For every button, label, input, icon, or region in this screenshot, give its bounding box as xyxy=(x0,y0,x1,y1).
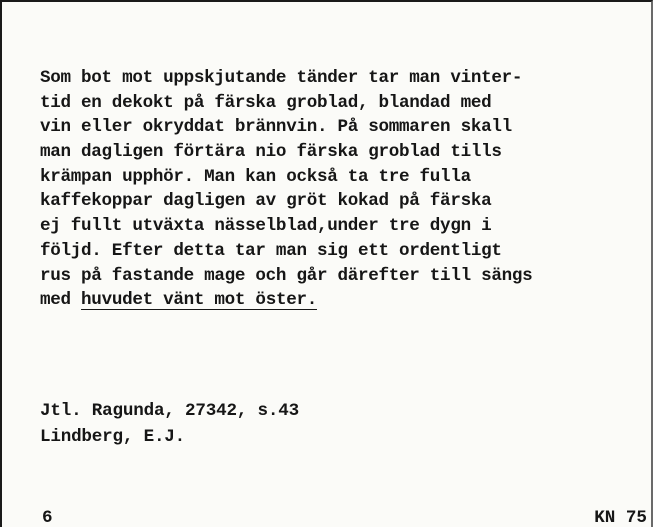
source-reference xyxy=(40,398,299,450)
text-line-9: rus på fastande mage och går därefter till sängs xyxy=(40,265,533,286)
page-number: 6 xyxy=(42,508,53,528)
text-line-10 xyxy=(40,288,652,313)
text-line-5: krämpan upphör. Man kan också ta tre fulla xyxy=(40,166,471,187)
text-line-1: Som bot mot uppskjutande tänder tar man vinter- xyxy=(40,68,523,88)
underlined-phrase: huvudet vänt mot öster. xyxy=(81,290,317,311)
text-line-8: följd. Efter detta tar man sig ett ordentligt xyxy=(40,240,502,261)
text-line-6: kaffekoppar dagligen av gröt kokad på färska xyxy=(40,191,492,212)
archive-source: Jtl. Ragunda, 27342, s.43 xyxy=(40,401,299,421)
text-line-2: tid en dekokt på färska groblad, blandad med xyxy=(40,92,492,113)
text-line-7: ej fullt utväxta nässelblad,under tre dygn i xyxy=(40,216,492,237)
card-body-text xyxy=(40,66,652,313)
card-code: KN 75 xyxy=(594,508,647,528)
last-line-start: med xyxy=(40,290,82,311)
informant-name: Lindberg, E.J. xyxy=(40,427,186,447)
text-line-3: vin eller okryddat brännvin. På sommaren skall xyxy=(40,117,512,138)
text-line-4: man dagligen förtära nio färska groblad tills xyxy=(40,142,502,163)
